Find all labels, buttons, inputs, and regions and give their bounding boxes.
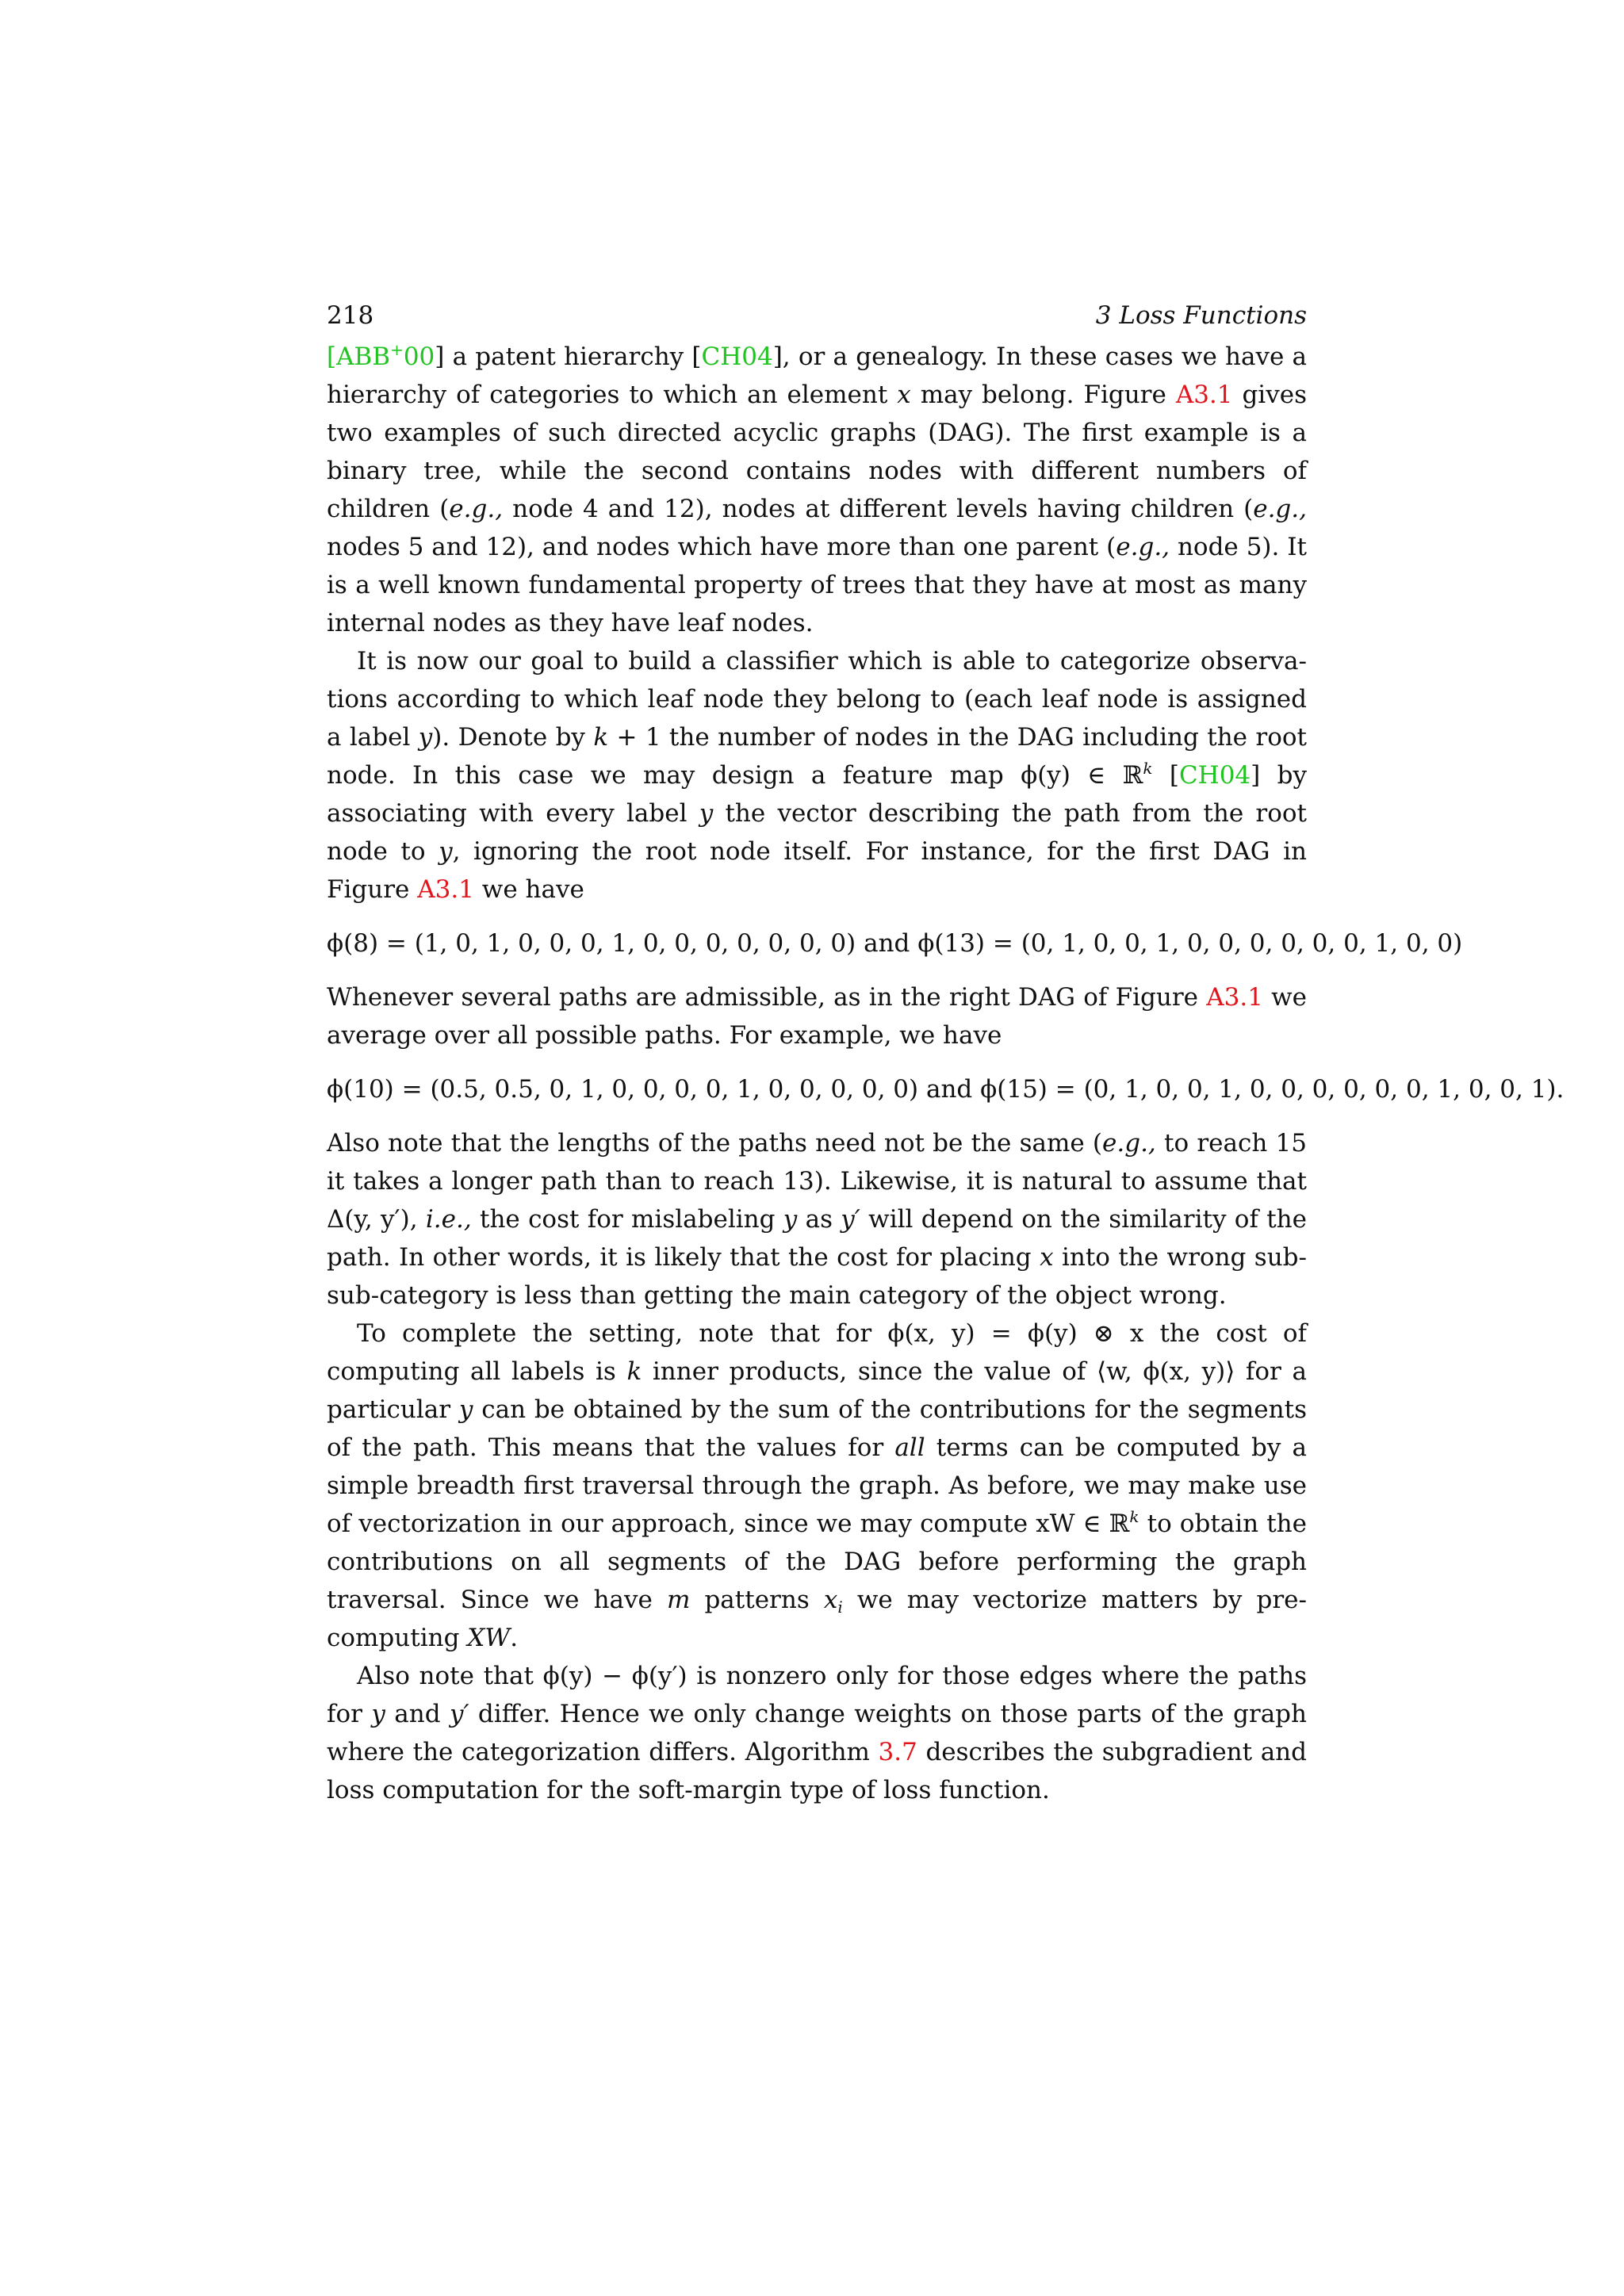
paragraph-4: Also note that the lengths of the paths need not be the same (e.g., to reach 15 it takes a longer path than to reach 13). Likewise, it is natural to assume that Δ(y, y′), i.e., the cost for mislabeling y as y′ will depend on the similarity of the path. In other words, it is likely that the cost for placing x into the wrong sub-sub-category is less than getting the main category of the object wrong. (327, 1129, 1307, 1310)
math-delta: Δ(y, y′) (327, 1205, 410, 1234)
math-phi-difference: ϕ(y) − ϕ(y′) (542, 1662, 688, 1690)
math-xi: $x_i$ (823, 1586, 843, 1617)
equation-2-right: ϕ(15) = (0, 1, 0, 0, 1, 0, 0, 0, 0, 0, 0, 1, 0, 0, 1). (980, 1075, 1565, 1104)
citation-ch04[interactable]: CH04 (701, 342, 773, 371)
paragraph-3: Whenever several paths are admissible, as in the right DAG of Figure A3.1 we average over all possible paths. For example, we have (327, 983, 1308, 1050)
math-feature-map: ϕ(y) ∈ ℝ$^k$ (1021, 759, 1153, 790)
equation-2: ϕ(10) = (0.5, 0.5, 0, 1, 0, 0, 0, 0, 1, 0, 0, 0, 0, 0) and ϕ(15) = (0, 1, 0, 0, 1, 0, 0, 0, 0, 0, 0, 1, 0, 0, 1). (327, 1075, 1565, 1104)
math-x: x (897, 381, 911, 409)
figure-ref[interactable]: A3.1 (1175, 381, 1233, 409)
paragraph-2: It is now our goal to build a classifier which is able to categorize observations according to which leaf node they belong to (each leaf node is assigned a label y). Denote by k + 1 the number of nodes in the DAG including the root node. In this case we may design a feature map ϕ(y) ∈ ℝ$^k$ [CH04] by associating with every label y the vector describing the path from the root node to y, ignoring the root node itself. For instance, for the first DAG in Figure A3.1 we have (327, 647, 1308, 904)
equation-1-right: ϕ(13) = (0, 1, 0, 0, 1, 0, 0, 0, 0, 0, 0, 1, 0, 0) (917, 929, 1463, 958)
citation-abb00[interactable]: [ABB+00 (327, 340, 435, 371)
paragraph-6: Also note that ϕ(y) − ϕ(y′) is nonzero only for those edges where the paths for y and y′ differ. Hence we only change weights on those parts of the graph where the categorization differs. Algorithm 3.7 describes the subgradient and loss computation for the soft-margin type of loss function. (327, 1662, 1308, 1804)
math-joint-feature-map: ϕ(x, y) = ϕ(y) ⊗ x (887, 1319, 1144, 1348)
paragraph-5: To complete the setting, note that for ϕ(x, y) = ϕ(y) ⊗ x the cost of computing all labels is k inner products, since the value of ⟨w, ϕ(x, y)⟩ for a particular y can be obtained by the sum of the contributions for the segments of the path. This means that the values for all terms can be computed by a simple breadth first traversal through the graph. As before, we may make use of vectorization in our approach, since we may compute xW ∈ ℝ$^k$ to obtain the contributions on all segments of the DAG before performing the graph traversal. Since we have m patterns $x_i$ we may vectorize matters by pre-computing XW. (327, 1319, 1308, 1652)
body-text (327, 338, 1565, 1809)
page (327, 298, 1565, 1809)
running-head (327, 298, 1307, 333)
math-xw: xW ∈ ℝ$^k$ (1036, 1507, 1139, 1538)
equation-1: ϕ(8) = (1, 0, 1, 0, 0, 0, 1, 0, 0, 0, 0, 0, 0, 0) and ϕ(13) = (0, 1, 0, 0, 1, 0, 0, 0, 0, 0, 0, 1, 0, 0) (327, 929, 1463, 958)
equation-1-left: ϕ(8) = (1, 0, 1, 0, 0, 0, 1, 0, 0, 0, 0, 0, 0, 0) (327, 929, 856, 958)
section-title: 3 Loss Functions (1095, 301, 1307, 330)
paragraph-1: [ABB+00] a patent hierarchy [CH04], or a genealogy. In these cases we have a hierarchy of categories to which an element x may belong. Figure A3.1 gives two examples of such directed acyclic graphs (DAG). The first example is a binary tree, while the second contains nodes with different numbers of children (e.g., node 4 and 12), nodes at different levels having children (e.g., nodes 5 and 12), and nodes which have more than one parent (e.g., node 5). It is a well known fundamental property of trees that they have at most as many internal nodes as they have leaf nodes. (327, 340, 1307, 637)
math-inner-product: ⟨w, ϕ(x, y)⟩ (1096, 1357, 1235, 1386)
algorithm-ref[interactable]: 3.7 (878, 1738, 917, 1766)
citation-ch04[interactable]: CH04 (1178, 761, 1251, 790)
figure-ref[interactable]: A3.1 (417, 875, 474, 904)
equation-2-left: ϕ(10) = (0.5, 0.5, 0, 1, 0, 0, 0, 0, 1, 0, 0, 0, 0, 0) (327, 1075, 919, 1104)
figure-ref[interactable]: A3.1 (1206, 983, 1263, 1012)
page-number: 218 (327, 301, 374, 330)
